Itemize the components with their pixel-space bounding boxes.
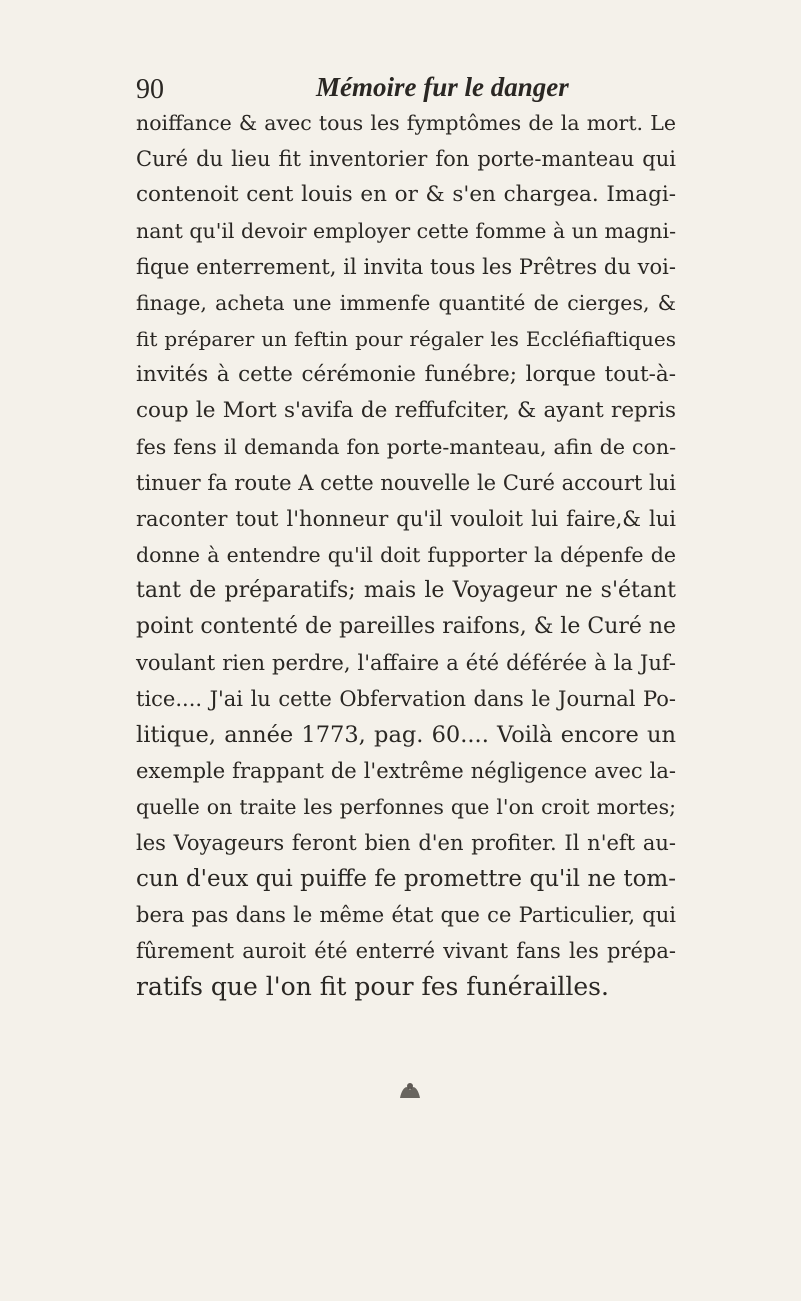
text-line: finage, acheta une immenfe quantité de cierges, &: [136, 291, 676, 315]
text-line: exemple frappant de l'extrême négligence avec la-: [136, 759, 676, 783]
text-line: fes fens il demanda fon porte-manteau, afin de con-: [136, 435, 676, 459]
text-line: nant qu'il devoir employer cette fomme à un magni-: [136, 219, 676, 243]
text-line: ratifs que l'on fit pour fes funérailles.: [136, 972, 609, 1001]
text-line: voulant rien perdre, l'affaire a été déférée à la Juf-: [136, 651, 676, 675]
text-line: bera pas dans le même état que ce Particulier, qui: [136, 903, 676, 927]
body-text: [136, 105, 676, 1005]
text-line: cun d'eux qui puiffe fe promettre qu'il ne tom-: [136, 866, 676, 892]
page-header: [136, 70, 676, 110]
text-line: tice.... J'ai lu cette Obfervation dans le Journal Po-: [136, 687, 676, 711]
text-line: donne à entendre qu'il doit fupporter la dépenfe de: [136, 543, 676, 567]
text-line: noiffance & avec tous les fymptômes de la mort. Le: [136, 111, 676, 135]
text-line: raconter tout l'honneur qu'il vouloit lui faire,& lui: [136, 507, 676, 531]
text-line: tant de préparatifs; mais le Voyageur ne s'étant: [136, 578, 676, 603]
text-line: invités à cette cérémonie funébre; lorque tout-à-: [136, 362, 676, 387]
page-number: 90: [136, 74, 164, 105]
text-line: tinuer fa route A cette nouvelle le Curé accourt lui: [136, 471, 676, 495]
text-line: contenoit cent louis en or & s'en chargea. Imagi-: [136, 182, 676, 207]
text-line: point contenté de pareilles raifons, & le Curé ne: [136, 614, 677, 639]
text-line: les Voyageurs feront bien d'en profiter. Il n'eft au-: [136, 831, 676, 855]
running-title: Mémoire fur le danger: [316, 72, 569, 102]
text-line: quelle on traite les perfonnes que l'on croit mortes;: [136, 795, 676, 819]
printer-ornament-icon: [397, 1080, 423, 1102]
text-line: coup le Mort s'avifa de reffufciter, & ayant repris: [136, 398, 676, 423]
text-line: litique, année 1773, pag. 60.... Voilà encore un: [136, 722, 676, 748]
text-line: fûrement auroit été enterré vivant fans les prépa-: [136, 939, 676, 963]
text-line: fit préparer un feftin pour régaler les Eccléfiaftiques: [136, 327, 676, 351]
text-line: fique enterrement, il invita tous les Prêtres du voi-: [136, 255, 676, 279]
text-line: Curé du lieu fit inventorier fon porte-manteau qui: [136, 147, 676, 171]
